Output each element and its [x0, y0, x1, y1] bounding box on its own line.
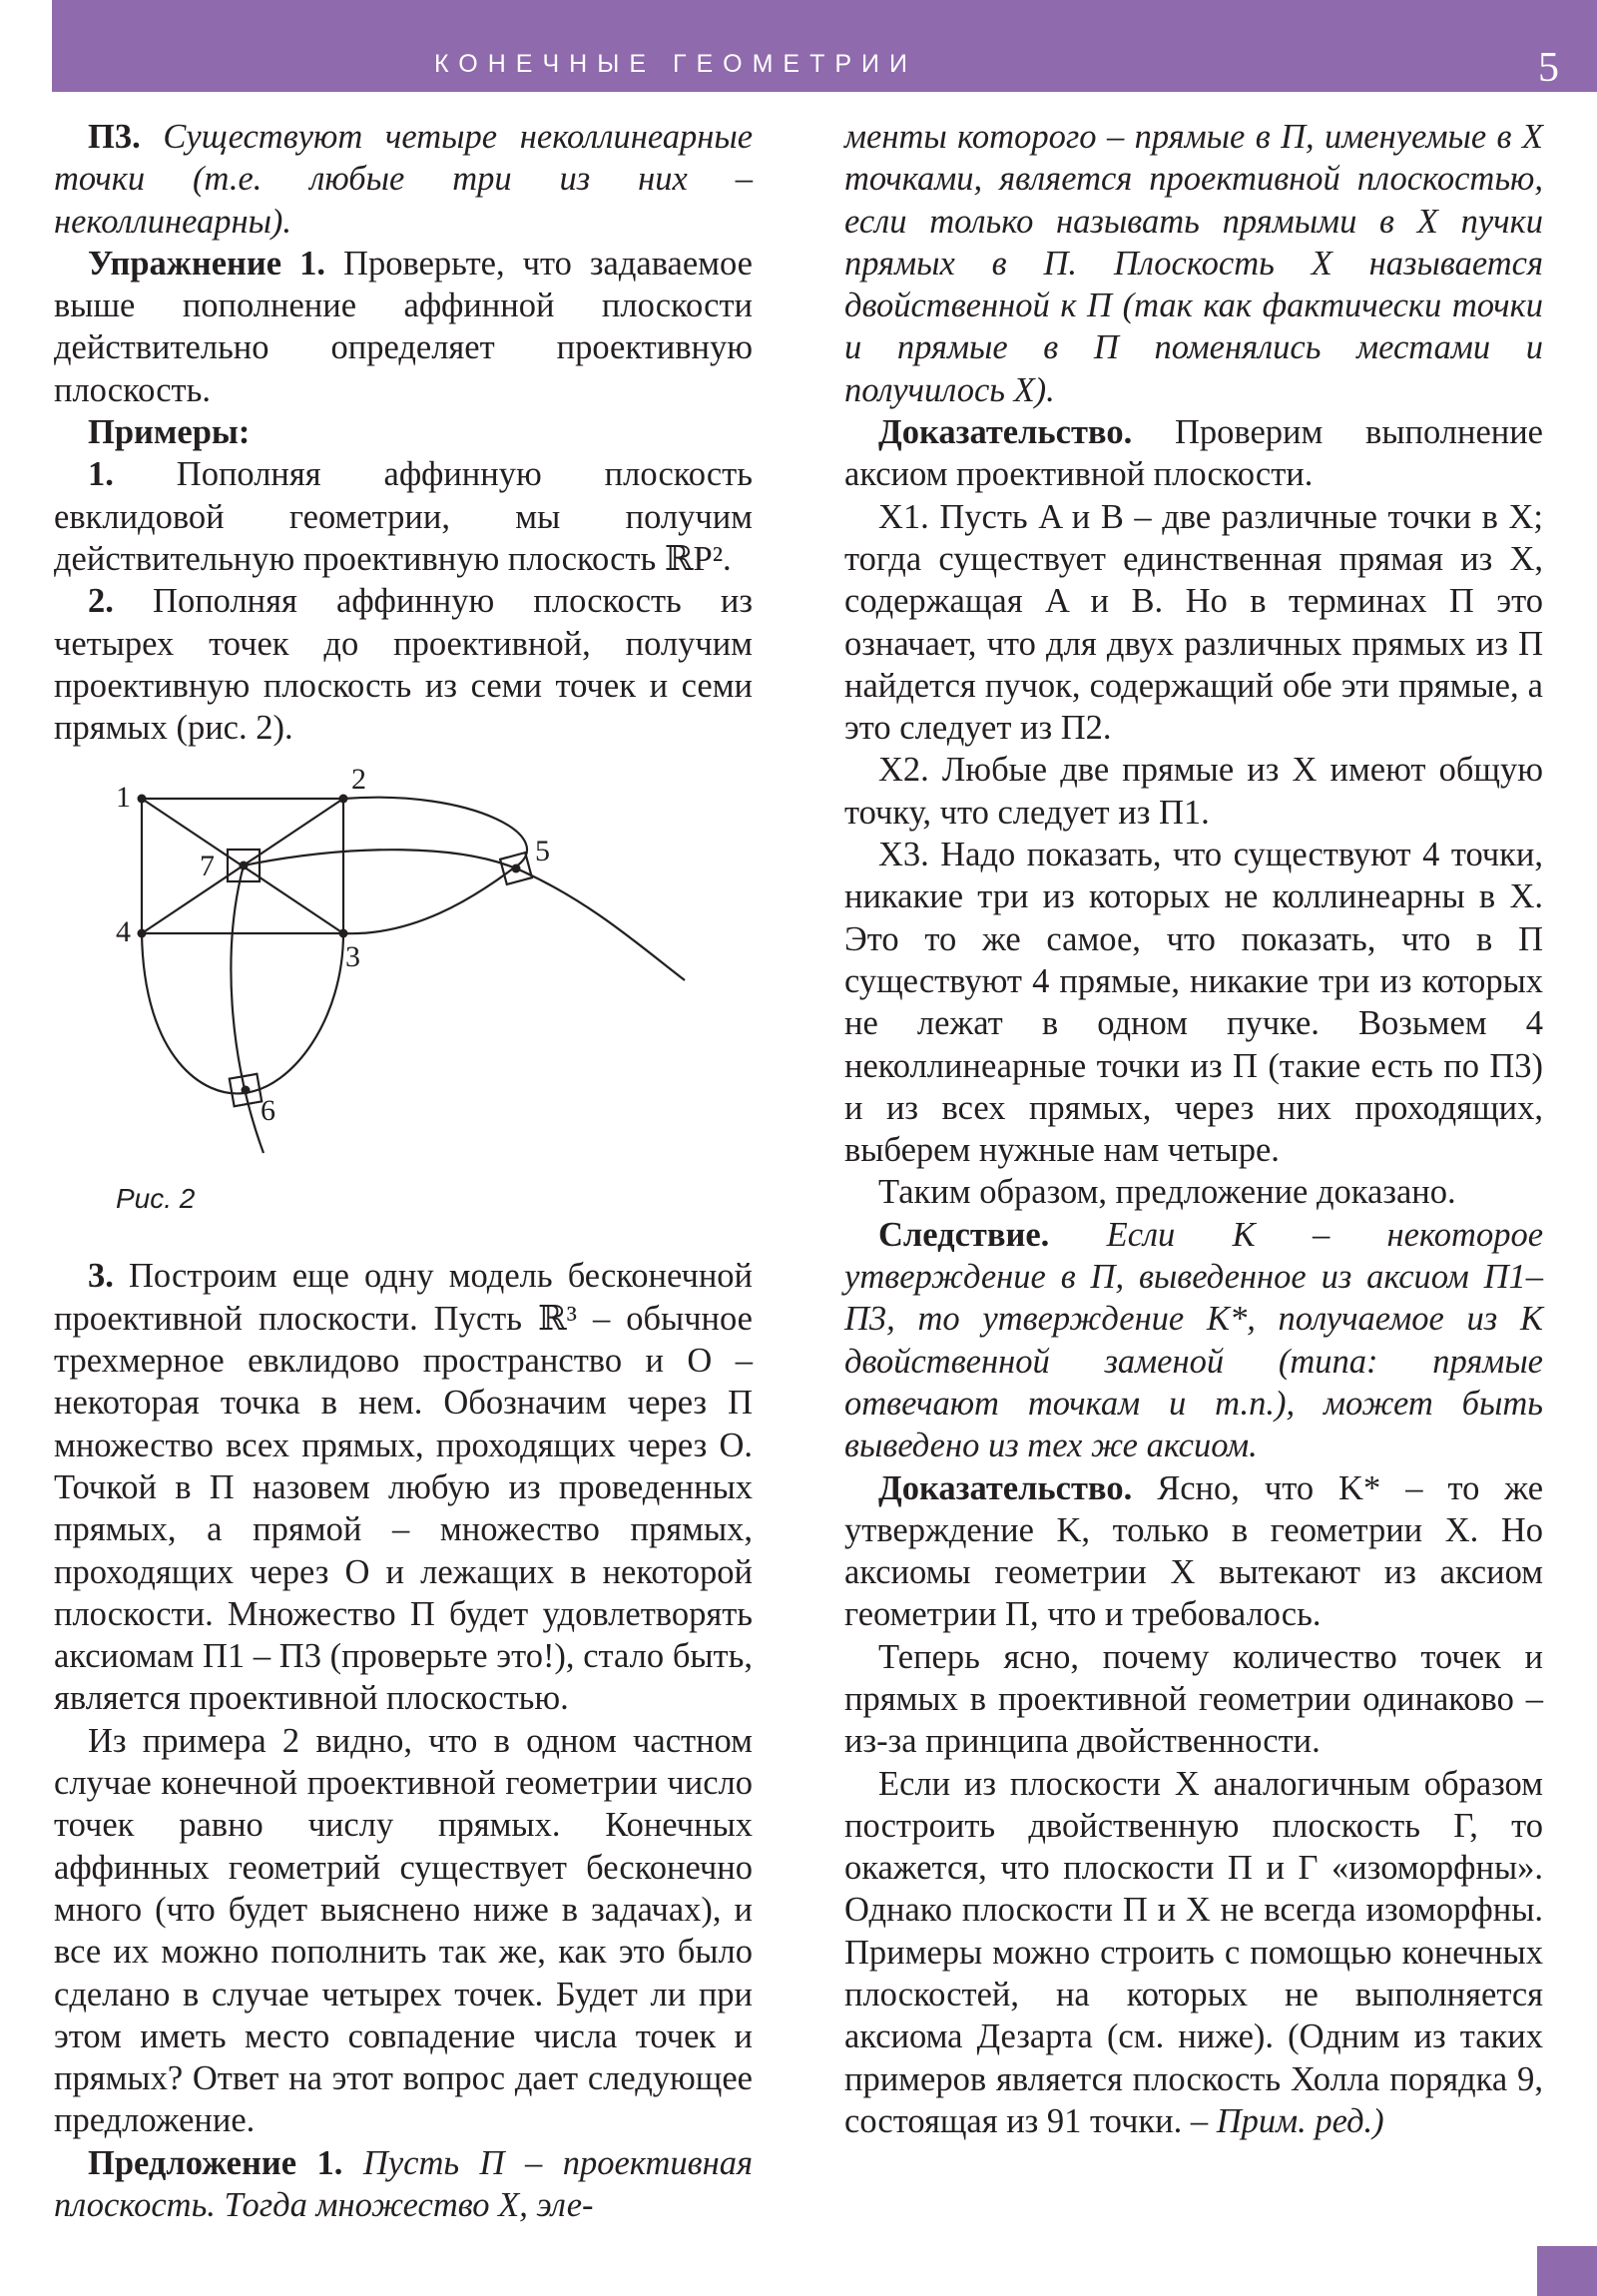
page-number: 5: [1538, 45, 1559, 91]
axiom-p3: П3. Существуют четыре неколлинеарные точки (т.е. любые три из них – неколлинеарны).: [54, 118, 754, 241]
label-2: 2: [351, 763, 366, 797]
page-header: [52, 0, 1597, 92]
line-7-6: [231, 865, 264, 1153]
figure-2: [54, 759, 753, 1243]
label-6: 6: [261, 1094, 275, 1128]
label-4: 4: [116, 915, 131, 949]
proof-x2: X2. Любые две прямые из X имеют общую точку, что следует из П1.: [844, 751, 1543, 832]
corner-tab: [1537, 2246, 1597, 2296]
figure-caption: Рис. 2: [116, 1183, 196, 1215]
proof-x1: X1. Пусть A и B – две различные точки в X; тогда существует единственная прямая из X, содержащая A и B. Но в терминах П это означает, что для двух различных прямых из П найдется пучок, содержащий обе эти прямые, а это следует из П2.: [844, 497, 1543, 748]
corollary: Следствие. Если K – некоторое утверждение в П, выведенное из аксиом П1–П3, то утверждение K*, получаемое из K двойственной заменой (типа: прямые отвечают точкам и т.п.), может быть выведено из тех же аксиом.: [844, 1215, 1544, 1465]
line-7-5: [244, 851, 685, 981]
proposition-1-continued: менты которого – прямые в П, именуемые в X точками, является проективной плоскостью, если только называть прямыми в X пучки прямых в П. Плоскость X называется двойственной к П (так как фактически точки и прямые в П поменялись местами и получилось X).: [844, 118, 1543, 409]
example-3: 3. Построим еще одну модель бесконечной проективной плоскости. Пусть ℝ³ – обычное трехмерное евклидово пространство и O – некоторая точка в нем. Обозначим через П множество всех прямых, проходящих через O. Точкой в П назовем любую из проведенных прямых, а прямой – множество прямых, проходящих через O и лежащих в некоторой плоскости. Множество П будет удовлетворять аксиомам П1 – П3 (проверьте это!), стало быть, является проективной плоскостью.: [54, 1257, 753, 1718]
label-1: 1: [116, 781, 131, 815]
right-column: [844, 116, 1543, 2142]
paragraph-finite-geometries: Из примера 2 видно, что в одном частном случае конечной проективной геометрии число точек равно числу прямых. Конечных аффинных геометрий существует бесконечно много (что будет выяснено ниже в задачах), и все их можно пополнить так же, как это было сделано в случае четырех точек. Будет ли при этом иметь место совпадение числа точек и прямых? Ответ на этот вопрос дает следующее предложение.: [54, 1721, 753, 2140]
left-column: [54, 116, 753, 2226]
corollary-proof: Доказательство. Ясно, что K* – то же утверждение K, только в геометрии X. Но аксиомы геометрии X вытекают из аксиом геометрии П, что и требовалось.: [844, 1468, 1544, 1634]
isomorphism-paragraph: Если из плоскости X аналогичным образом построить двойственную плоскость Г, то окажется, что плоскости П и Г «изоморфны». Однако плоскости П и X не всегда изоморфны. Примеры можно строить с помощью конечных плоскостей, на которых не выполняется аксиома Дезарта (см. ниже). (Одним из таких примеров является плоскость Холла порядка 9, состоящая из 91 точки. – Прим. ред.): [844, 1764, 1543, 2140]
proposition-1: Предложение 1. Пусть П – проективная плоскость. Тогда множество X, эле-: [54, 2143, 754, 2224]
label-3: 3: [345, 940, 360, 974]
example-2: 2. Пополняя аффинную плоскость из четырех точек до проективной, получим проективную плоскость из семи точек и семи прямых (рис. 2).: [54, 582, 753, 748]
exercise-1: Упражнение 1. Проверьте, что задаваемое выше пополнение аффинной плоскости действительно определяет проективную плоскость.: [54, 244, 753, 409]
proof-conclusion: Таким образом, предложение доказано.: [878, 1173, 1456, 1212]
duality-paragraph: Теперь ясно, почему количество точек и прямых в проективной геометрии одинаково – из-за принципа двойственности.: [844, 1637, 1543, 1761]
label-5: 5: [535, 835, 550, 868]
running-title: КОНЕЧНЫЕ ГЕОМЕТРИИ: [434, 50, 917, 78]
proof-heading: Доказательство. Проверим выполнение аксиом проективной плоскости.: [844, 413, 1543, 494]
example-1: 1. Пополняя аффинную плоскость евклидовой геометрии, мы получим действительную проективную плоскость ℝP².: [54, 455, 753, 578]
proof-x3: X3. Надо показать, что существуют 4 точки, никакие три из которых не коллинеарны в X. Это то же самое, что показать, что в П существуют 4 прямые, никакие три из которых не лежат в одном пучке. Возьмем 4 неколлинеарные точки из П (такие есть по П3) и из всех прямых, через них проходящих, выберем нужные нам четыре.: [844, 836, 1543, 1170]
arc-4-6-3: [142, 933, 343, 1093]
arc-2-5-3: [343, 798, 527, 933]
label-7: 7: [200, 850, 215, 883]
examples-heading: Примеры:: [88, 413, 251, 452]
fano-plane-diagram: [54, 759, 753, 1238]
